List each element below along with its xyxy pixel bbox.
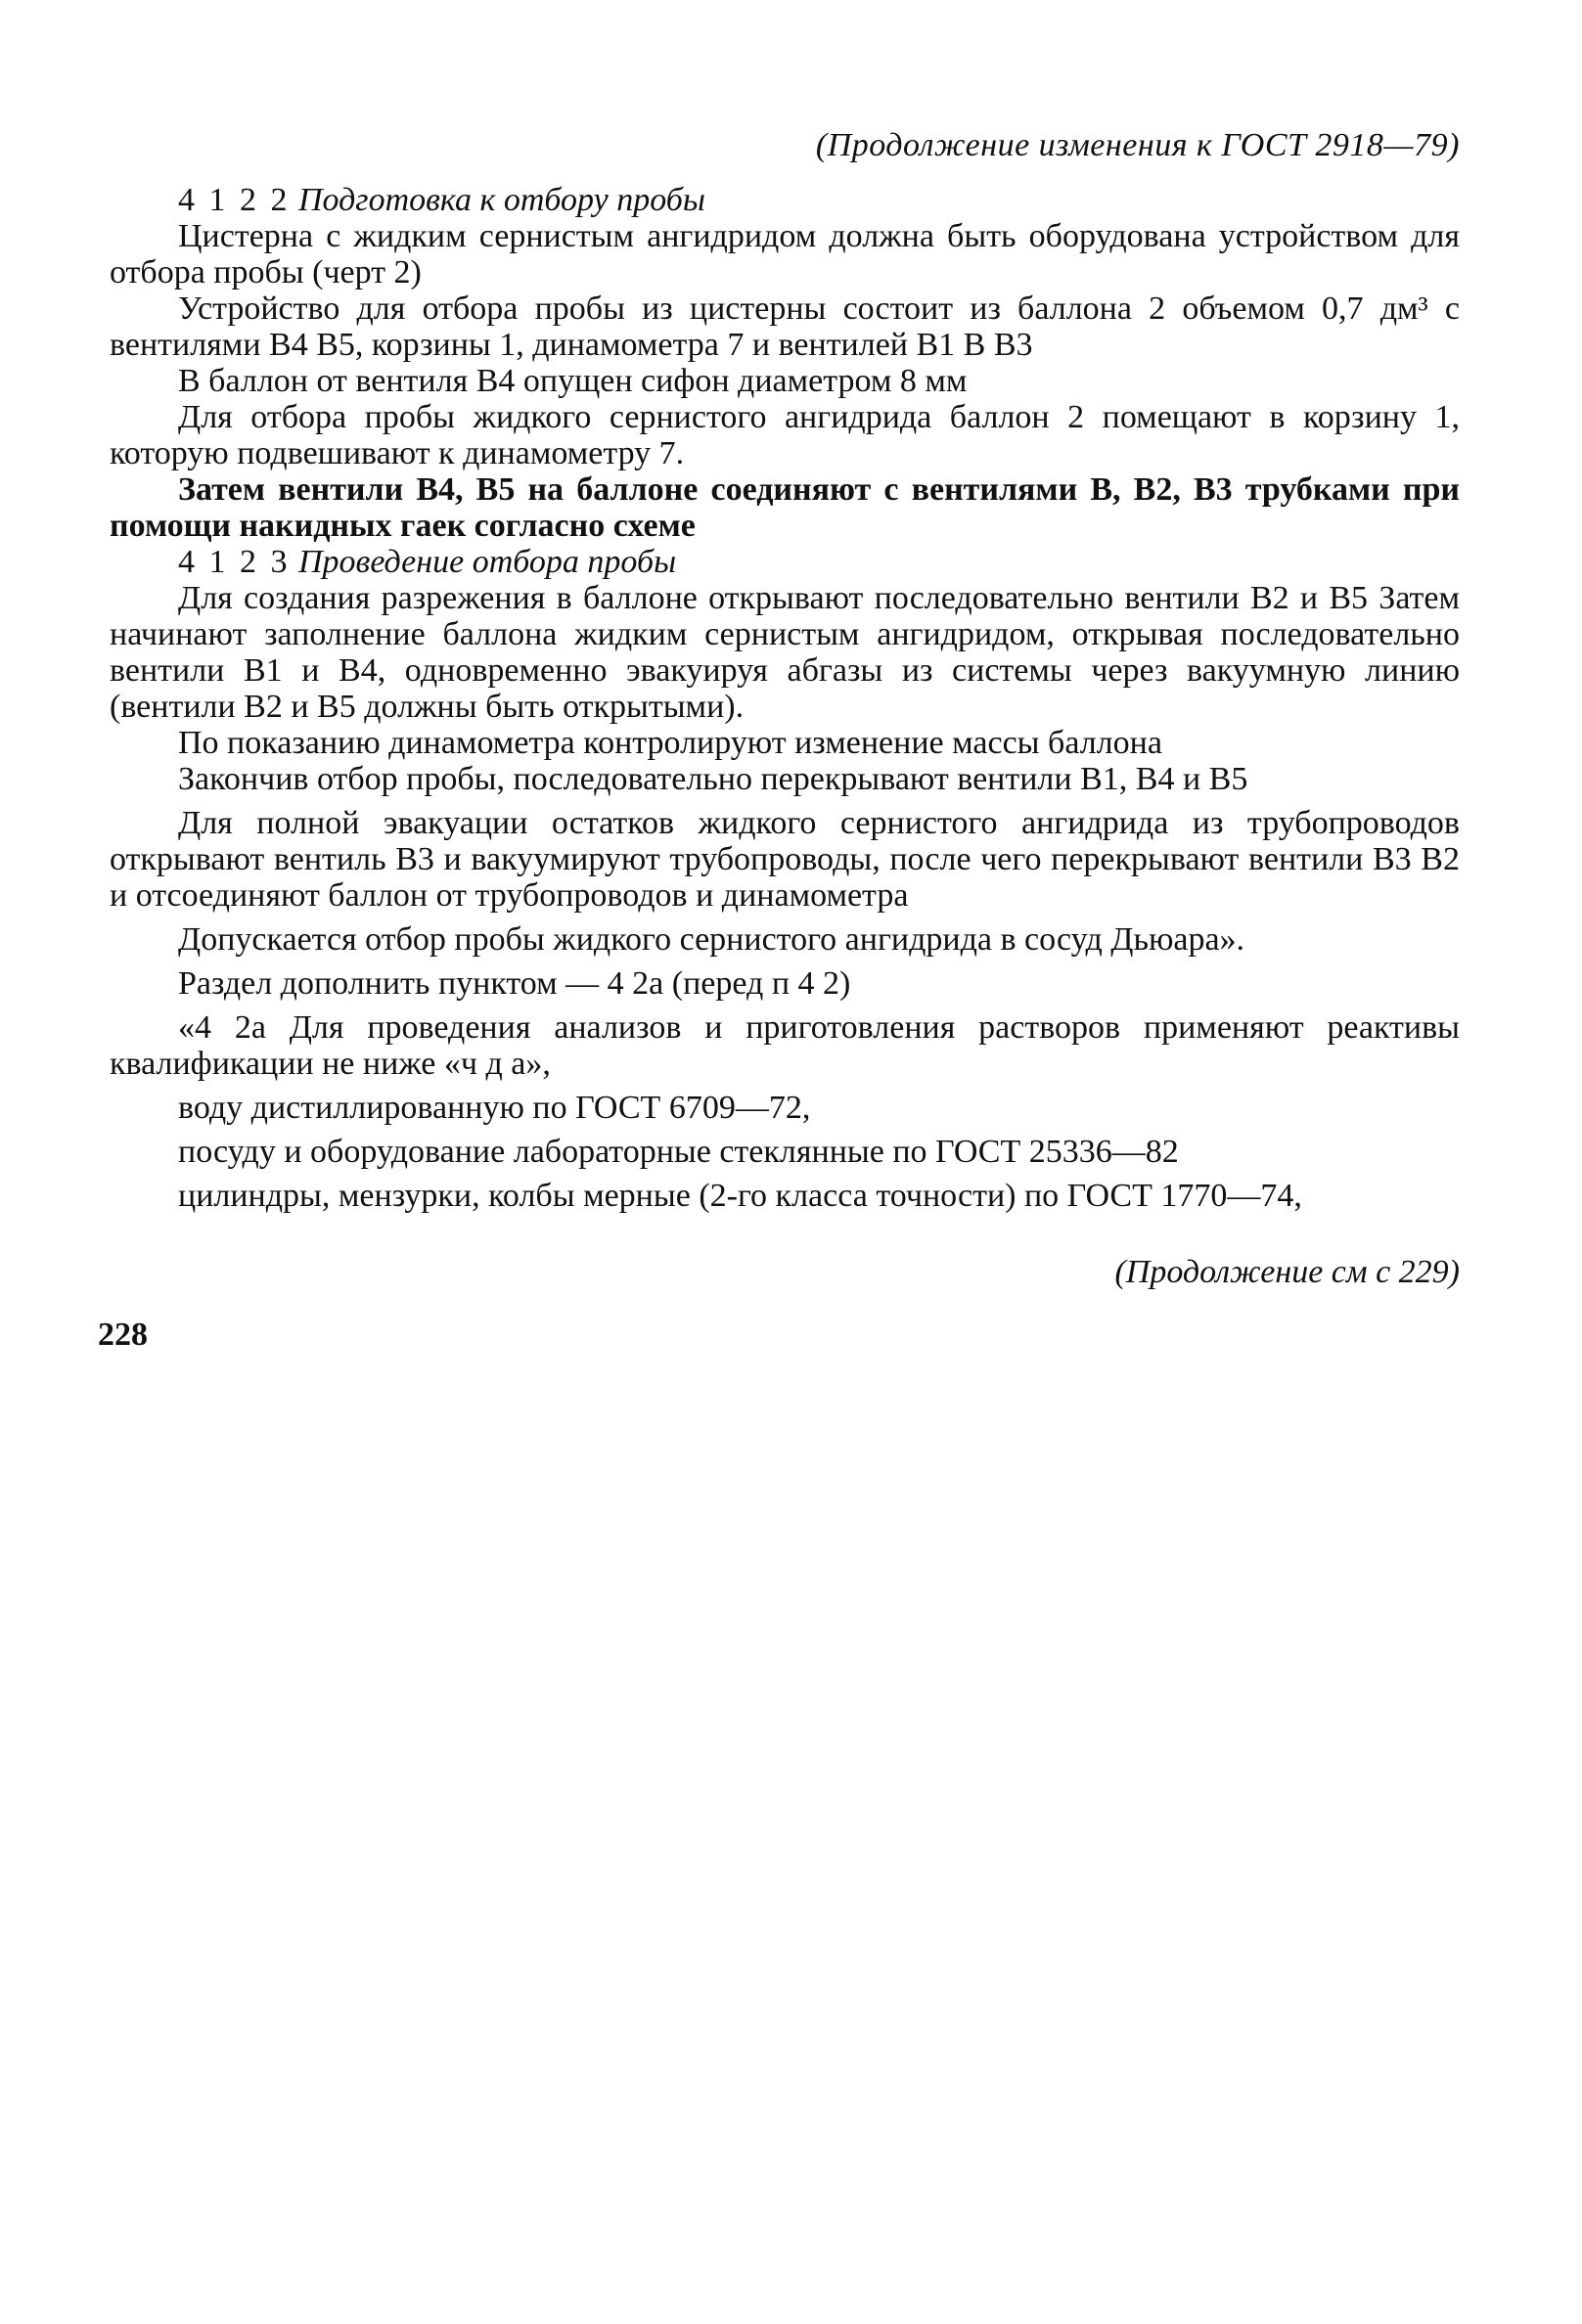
page-header: (Продолжение изменения к ГОСТ 2918—79) [815, 127, 1460, 163]
paragraph: Допускается отбор пробы жидкого сернистого ангидрида в сосуд Дьюара». [178, 921, 1245, 958]
paragraph: По показанию динамометра контролируют изменение массы баллона [178, 725, 1162, 761]
page-number: 228 [98, 1317, 148, 1353]
paragraph: Раздел дополнить пунктом — 4 2а (перед п 4 2) [178, 965, 851, 1002]
paragraph: Цистерна с жидким сернистым ангидридом должна быть оборудована устройством для отбора пробы (черт 2) [110, 218, 1460, 290]
paragraph: Затем вентили В4, В5 на баллоне соединяют с вентилями В, В2, В3 трубками при помощи накидных гаек согласно схеме [110, 471, 1460, 544]
paragraph: В баллон от вентиля В4 опущен сифон диаметром 8 мм [178, 363, 968, 399]
document-body [110, 182, 1460, 1214]
paragraph: «4 2а Для проведения анализов и приготовления растворов применяют реактивы квалификации не ниже «ч д а», [110, 1009, 1460, 1082]
paragraph: воду дистиллированную по ГОСТ 6709—72, [178, 1090, 811, 1126]
paragraph: Для полной эвакуации остатков жидкого сернистого ангидрида из трубопроводов открывают вентиль В3 и вакуумируют трубопроводы, после чего перекрывают вентили В3 В2 и отсоединяют баллон от трубопроводов и динамометра [110, 805, 1460, 914]
section-number: 4 1 2 2 [178, 182, 291, 218]
paragraph: цилиндры, мензурки, колбы мерные (2-го класса точности) по ГОСТ 1770—74, [178, 1178, 1302, 1214]
paragraph: Устройство для отбора пробы из цистерны состоит из баллона 2 объемом 0,7 дм³ с вентилями В4 В5, корзины 1, динамометра 7 и вентилей В1 В В3 [110, 290, 1460, 363]
section-heading-4122 [110, 182, 1460, 218]
paragraph: Для создания разрежения в баллоне открывают последовательно вентили В2 и В5 Затем начинают заполнение баллона жидким сернистым ангидридом, открывая последовательно вентили В1 и В4, одновременно эвакуируя абгазы из системы через вакуумную линию (вентили В2 и В5 должны быть открытыми). [110, 580, 1460, 725]
section-title: Проведение отбора пробы [298, 544, 677, 580]
paragraph: посуду и оборудование лабораторные стеклянные по ГОСТ 25336—82 [178, 1134, 1179, 1170]
section-heading-4123 [110, 544, 1460, 580]
paragraph: Закончив отбор пробы, последовательно перекрывают вентили В1, В4 и В5 [178, 761, 1248, 797]
paragraph: Для отбора пробы жидкого сернистого ангидрида баллон 2 помещают в корзину 1, которую подвешивают к динамометру 7. [110, 399, 1460, 471]
section-title: Подготовка к отбору пробы [298, 182, 705, 218]
continuation-note: (Продолжение см с 229) [1114, 1254, 1460, 1290]
section-number: 4 1 2 3 [178, 544, 291, 580]
